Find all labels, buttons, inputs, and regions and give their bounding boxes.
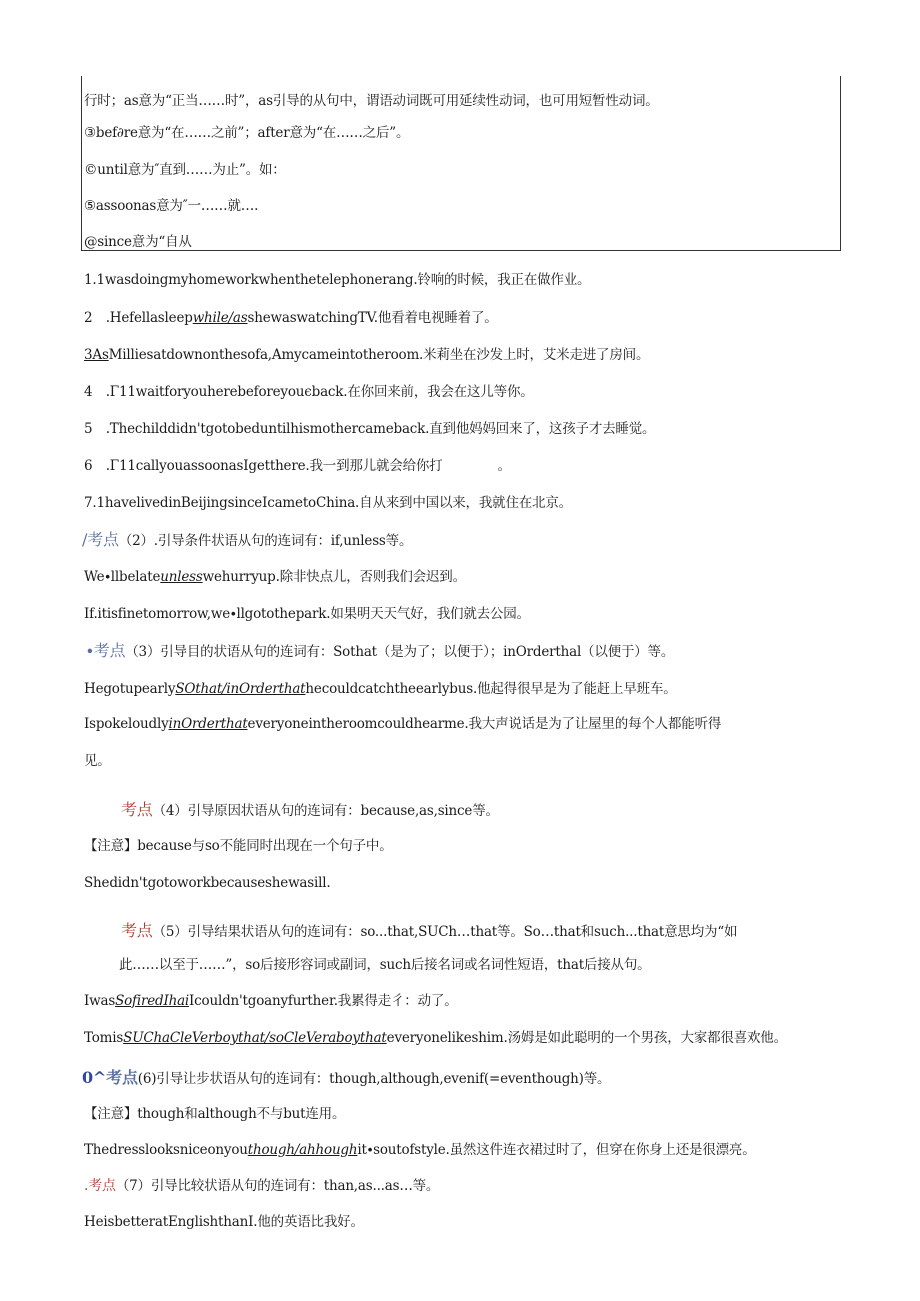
box-line-5: @since意为“自从 [84, 234, 192, 250]
example-7: 7.1havelivedinBeijingsinceIcametoChina.自从来到中国以来，我就住在北京。 [84, 495, 572, 511]
example-4: 4 .Γ11waitforyouherebeforeyouєback.在你回来前，我会在这儿等你。 [84, 384, 534, 400]
kaodian-3-example-1: HegotupearlySOthat/inOrderthathecouldcatchtheearlybus.他起得很早是为了能赶上早班车。 [84, 681, 677, 697]
kaodian-5-heading: 考点（5）引导结果状语从句的连词有：so...that,SUCh…that等。So…that和such...that意思均为“如 [121, 921, 738, 940]
box-line-1: 行时；as意为“正当……时”，as引导的从句中，谓语动词既可用延续性动词，也可用短暂性动词。 [84, 93, 659, 109]
box-line-3: ©until意为″直到……为止”。如： [84, 162, 286, 178]
kaodian-5-example-2: TomisSUChaCleVerboythat/soCleVeraboythateveryonelikeshim.汤姆是如此聪明的一个男孩，大家都很喜欢他。 [84, 1030, 787, 1046]
kaodian-4-example: Shedidn'tgotoworkbecauseshewasill. [84, 875, 331, 891]
box-line-4: ⑤assoonas意为″一……就…. [84, 198, 259, 214]
kaodian-2-heading: /考点（2）.引导条件状语从句的连词有：if,unless等。 [82, 530, 413, 549]
kaodian-7-example: HeisbetteratEnglishthanI.他的英语比我好。 [84, 1214, 364, 1230]
example-2: 2 .Hefellasleepwhile/asshewaswatchingTV.他看着电视睡着了。 [84, 310, 498, 326]
example-6: 6 .Γ11callyouassoonasIgetthere.我一到那儿就会给你打 。 [84, 458, 511, 474]
kaodian-6-heading: 0^考点(6)引导让步状语从句的连词有：though,although,evenif(=eventhough)等。 [82, 1068, 611, 1087]
kaodian-3-heading: ∙考点（3）引导目的状语从句的连词有：Sothat（是为了；以便于）；inOrderthal（以便于）等。 [86, 641, 675, 660]
example-1: 1.1wasdoingmyhomeworkwhenthetelephonerang.铃响的时候，我正在做作业。 [84, 272, 591, 288]
kaodian-6-example: Thedresslooksniceonyouthough/ahhoughit∙soutofstyle.虽然这件连衣裙过时了，但穿在你身上还是很漂亮。 [84, 1142, 756, 1158]
kaodian-5-heading-cont: 此……以至于……”，so后接形容词或副词，such后接名词或名词性短语，that后接从句。 [119, 957, 651, 973]
example-3: 3AsMilliesatdownonthesofa,Amycameintotheroom.米莉坐在沙发上时，艾米走进了房间。 [84, 347, 650, 363]
kaodian-4-note: 【注意】because与so不能同时出现在一个句子中。 [84, 838, 393, 854]
kaodian-2-example-1: We∙llbelateunlesswehurryup.除非快点儿，否则我们会迟到。 [84, 569, 466, 585]
kaodian-4-heading: 考点（4）引导原因状语从句的连词有：because,as,since等。 [121, 800, 499, 819]
kaodian-6-note: 【注意】though和although不与but连用。 [84, 1106, 346, 1122]
kaodian-3-example-2-cont: 见。 [84, 753, 111, 769]
kaodian-5-example-1: IwasSofiredIhaiIcouldn'tgoanyfurther.我累得走彳：动了。 [84, 993, 458, 1009]
box-line-2: ③bef∂re意为“在……之前”；after意为“在……之后”。 [84, 125, 410, 141]
kaodian-7-heading: .考点（7）引导比较状语从句的连词有：than,as...as…等。 [84, 1178, 440, 1194]
kaodian-2-example-2: If.itisfinetomorrow,we∙llgotothepark.如果明天天气好，我们就去公园。 [84, 606, 530, 622]
kaodian-3-example-2: IspokeloudlyinOrderthateveryoneintheroomcouldhearme.我大声说话是为了让屋里的每个人都能听得 [84, 716, 722, 732]
example-5: 5 .Thechilddidn'tgotobeduntilhismothercameback.直到他妈妈回来了，这孩子才去睡觉。 [84, 421, 656, 437]
